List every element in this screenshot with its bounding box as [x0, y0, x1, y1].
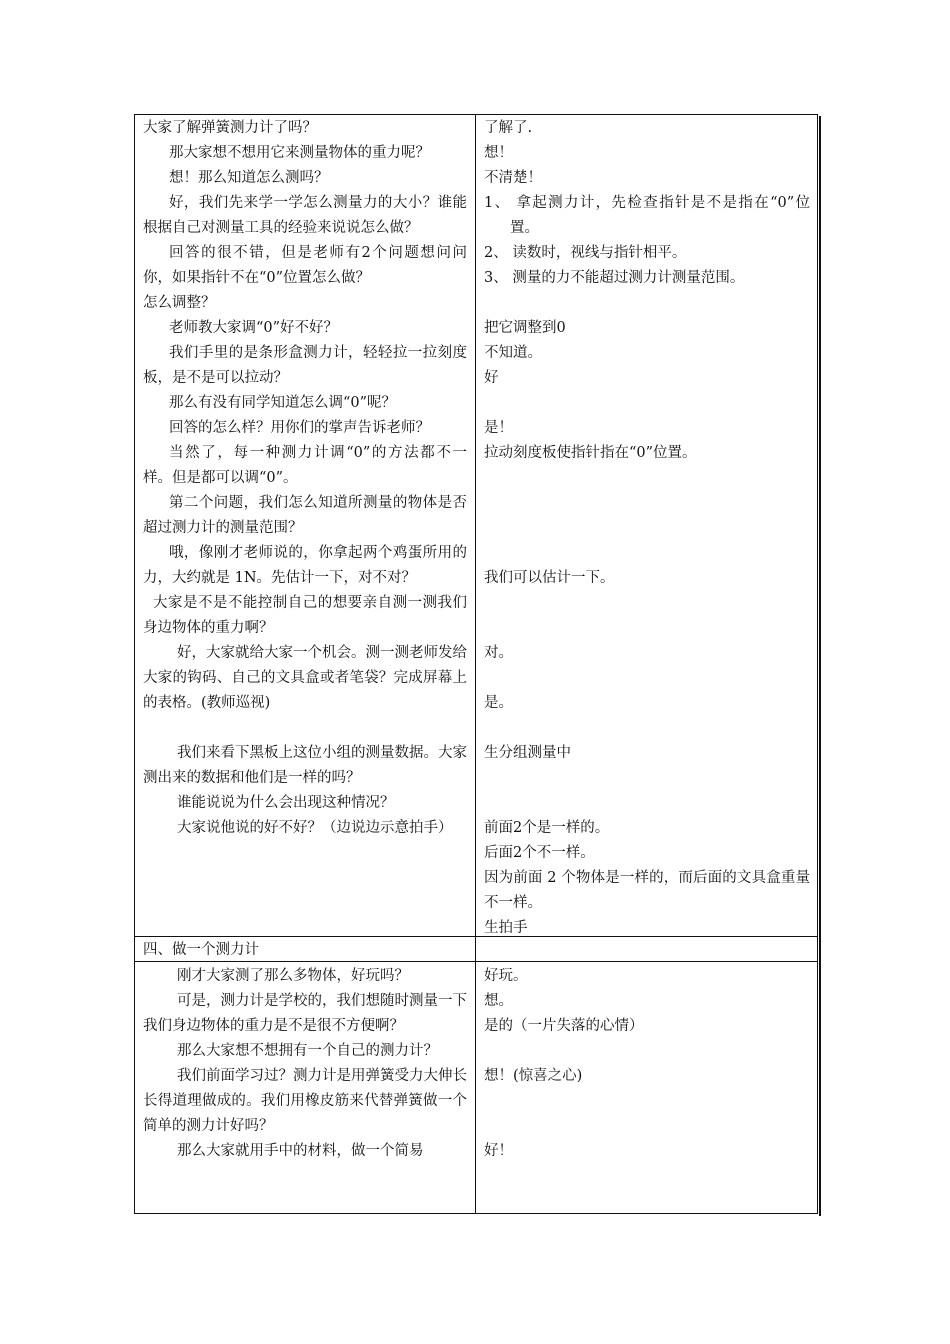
teacher-line: 大家是不是不能控制自己的想要亲自测一测我们身边物体的重力啊？	[143, 595, 467, 636]
student-line: 拉动刻度板使指针指在“0”位置。	[484, 445, 697, 461]
student-line: 因为前面 2 个物体是一样的，而后面的文具盒重量不一样。	[484, 870, 810, 911]
student-line: 不知道。	[484, 345, 542, 361]
student-line: 生拍手	[484, 920, 528, 936]
teacher-line: 回答的很不错，但是老师有2个问题想问问你，如果指针不在“0”位置怎么做？	[143, 245, 467, 286]
teacher-line: 哦，像刚才老师说的，你拿起两个鸡蛋所用的力，大约就是 1N。先估计一下，对不对？	[143, 545, 467, 586]
student-line: 了解了.	[484, 120, 533, 136]
section-title: 四、做一个测力计	[143, 942, 259, 958]
student-line: 我们可以估计一下。	[484, 570, 615, 586]
teacher-line: 想！那么知道怎么测吗？	[169, 170, 329, 186]
teacher-line: 大家说他说的好不好？（边说边示意拍手）	[177, 820, 453, 836]
student-line: 3、 测量的力不能超过测力计测量范围。	[484, 270, 745, 286]
teacher-line: 当然了，每一种测力计调“0”的方法都不一样。但是都可以调“0”。	[143, 445, 467, 486]
teacher-line: 那大家想不想用它来测量物体的重力呢？	[169, 145, 430, 161]
column-divider	[475, 114, 476, 1214]
teacher-line: 老师教大家调“0”好不好？	[169, 320, 339, 336]
teacher-line: 怎么调整？	[143, 295, 216, 311]
teacher-line: 我们前面学习过？测力计是用弹簧受力大伸长长得道理做成的。我们用橡皮筋来代替弹簧做一个简单的测力计好吗？	[143, 1068, 467, 1134]
teacher-line: 好，大家就给大家一个机会。测一测老师发给大家的钩码、自己的文具盒或者笔袋？完成屏幕上的表格。(教师巡视)	[143, 645, 467, 711]
student-line: 想。	[484, 993, 513, 1009]
teacher-line: 那么大家想不想拥有一个自己的测力计？	[177, 1043, 438, 1059]
student-line: 好！	[484, 1143, 513, 1159]
student-column-a	[484, 116, 810, 941]
table-shadow-edge	[819, 116, 821, 1216]
student-line: 好玩。	[484, 968, 528, 984]
student-line: 是。	[484, 695, 513, 711]
student-line: 想！	[484, 145, 513, 161]
student-line: 是！	[484, 420, 513, 436]
student-line: 好	[484, 370, 499, 386]
student-line: 后面2个不一样。	[484, 845, 595, 861]
teacher-column-b	[143, 964, 467, 1164]
teacher-line: 我们来看下黑板上这位小组的测量数据。大家测出来的数据和他们是一样的吗？	[143, 745, 467, 786]
student-line: 想！(惊喜之心)	[484, 1068, 583, 1084]
student-line: 1、 拿起测力计，先检查指针是不是指在“0”位置。	[484, 195, 810, 236]
teacher-line: 刚才大家测了那么多物体，好玩吗？	[177, 968, 409, 984]
student-line: 是的（一片失落的心情）	[484, 1018, 644, 1034]
student-line: 生分组测量中	[484, 745, 571, 761]
student-line: 对。	[484, 645, 513, 661]
teacher-line: 可是，测力计是学校的，我们想随时测量一下我们身边物体的重力是不是很不方便啊？	[143, 993, 467, 1034]
teacher-line: 那么大家就用手中的材料，做一个简易	[177, 1143, 424, 1159]
teacher-line: 回答的怎么样？用你们的掌声告诉老师？	[169, 420, 430, 436]
teacher-line: 那么有没有同学知道怎么调“0”呢？	[169, 395, 397, 411]
teacher-line: 谁能说说为什么会出现这种情况？	[177, 795, 395, 811]
teacher-line: 第二个问题，我们怎么知道所测量的物体是否超过测力计的测量范围？	[143, 495, 467, 536]
student-line: 不清楚！	[484, 170, 542, 186]
teacher-line: 大家了解弹簧测力计了吗？	[143, 120, 317, 136]
student-column-b	[484, 964, 810, 1164]
student-line: 2、 读数时，视线与指针相平。	[484, 245, 687, 261]
student-line: 把它调整到0	[484, 320, 566, 336]
teacher-line: 我们手里的是条形盒测力计，轻轻拉一拉刻度板，是不是可以拉动？	[143, 345, 467, 386]
student-line: 前面2个是一样的。	[484, 820, 610, 836]
teacher-column-a	[143, 116, 467, 841]
teacher-line: 好，我们先来学一学怎么测量力的大小？谁能根据自己对测量工具的经验来说说怎么做？	[143, 195, 467, 236]
